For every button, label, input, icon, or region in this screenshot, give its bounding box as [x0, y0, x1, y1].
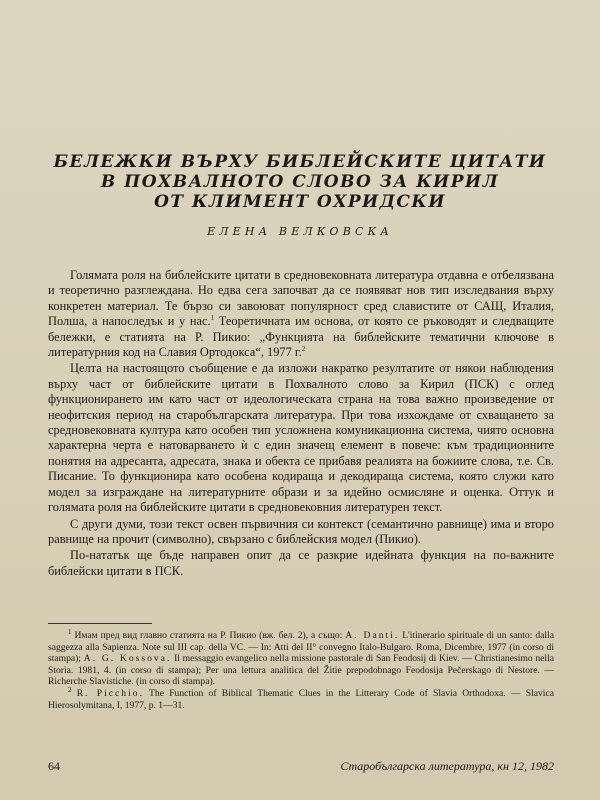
page-number: 64 — [48, 759, 60, 773]
paragraph-text: Голямата роля на библейските цитати в средновековната литература отдавна е отбелязвана и теоретично разглеждана. Но едва сега започват да се появяват нов тип изследвания върху конкретен материал. Те бързо си завоюват популярност сред славистите от САЩ, Италия, Полша, а напоследък и у нас. — [48, 268, 554, 329]
body-paragraph — [48, 268, 554, 360]
journal-name: Старобългарска литература, кн 12, 1982 — [340, 759, 554, 773]
footnote-mark: 1 — [68, 627, 72, 636]
footnote — [48, 627, 554, 688]
footnote-author: A. Danti. — [345, 630, 400, 641]
footnotes — [48, 627, 554, 711]
footnote-divider — [48, 623, 152, 624]
page-footer — [48, 759, 554, 775]
article-body — [48, 268, 554, 579]
body-paragraph: Целта на настоящото съобщение е да изложи накратко резултатите от някои наблюдения върху част от библейските цитати в Похвалното слово за Кирил (ПСК) с оглед функционирането им като част от идеологическата страна на това важно произведение от неофитския период на старобългарската литература. При това изхождаме от схващането за средновековната култура като особен тип усложнена комуникационна система, чиято основна характерна черта е натоварването ѝ с един значещ елемент в повече: към традиционните понятия на адресанта, адресата, знака и обекта се прибавя реалията на божиите слова, т.е. Св. Писание. То функционира като особена кодираща и декодираща система, която служи като модел за изграждане на литературните образи и за идейно осмисляне и оценка. Оттук и голямата роля на библейските цитати в средновековния литературен текст. — [48, 361, 554, 515]
footnote-text: The Function of Biblical Thematic Clues in the Litterary Code of Slavia Orthodoxa. — Slavica Hierosolymitana, I, 1977, p. 1—31. — [48, 687, 554, 711]
article-title — [40, 152, 560, 212]
title-line: В ПОХВАЛНОТО СЛОВО ЗА КИРИЛ — [100, 172, 500, 192]
footnote — [48, 685, 554, 711]
footnote-ref[interactable]: 2 — [301, 344, 306, 353]
footnote-mark: 2 — [68, 685, 72, 694]
footnote-text: Имам пред вид главно статията на Р. Пикио (вж. бел. 2), а също: — [71, 630, 346, 641]
body-paragraph: По-нататък ще бъде направен опит да се разкрие идейната функция на по-важните библейски цитати в ПСК. — [48, 548, 554, 578]
article-author: ЕЛЕНА ВЕЛКОВСКА — [207, 225, 393, 238]
footnote-text: Il messaggio evangelico nella missione pastorale di San Feodosij di Kiev. — Christianesimo nella Storia. 1981, 4. (in corso di stampa); Per una lettura analitica del Žitie prepodobnago Feodosija Pečerskago di Nestore. — Richerche Slavistiche. (in corso di stampa). — [48, 653, 554, 688]
footnote-author: R. Picchio. — [76, 687, 144, 699]
footnote-author: A. G. Kossova. — [83, 653, 172, 665]
footnote-text: L'itinerario spirituale di un santo: dalla saggezza alla Sapienza. Note sul III cap. della VC. — In: Atti del II° convegno Italo-Bulgaro. Roma, Dicembre, 1977 (in corso di stampa); — [48, 630, 554, 665]
title-line: БЕЛЕЖКИ ВЪРХУ БИБЛЕЙСКИТЕ ЦИТАТИ — [53, 152, 547, 172]
body-paragraph: С други думи, този текст освен първичния си контекст (семантично равнище) има и второ равнище на прочит (символно), свързано с библейския модел (Пикио). — [48, 516, 554, 546]
paragraph-text: Теоретичната им основа, от която се ръководят и следващите бележки, е статията на Р. Пикио: „Функцията на библейските тематични ключове в литературния код на Славия Ортодокса“, 1977 г. — [48, 314, 554, 360]
title-line: ОТ КЛИМЕНТ ОХРИДСКИ — [154, 192, 446, 212]
footnote-ref[interactable]: 1 — [210, 314, 215, 323]
